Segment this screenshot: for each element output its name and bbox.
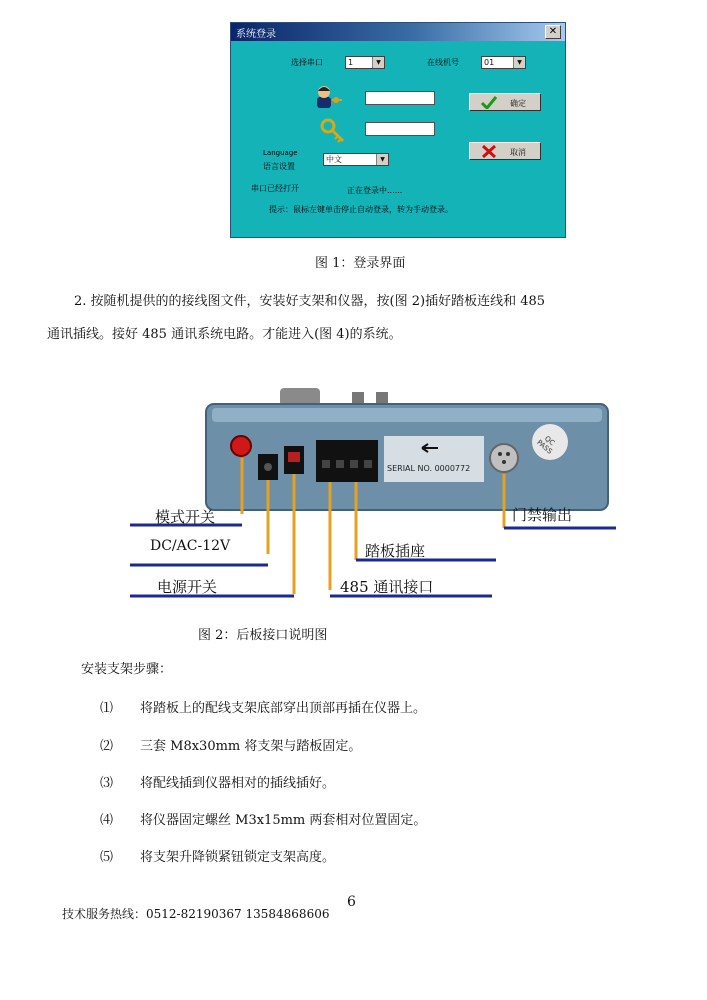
language-value: 中文 <box>326 155 342 164</box>
login-dialog-screenshot <box>230 22 566 238</box>
chevron-down-icon: ▼ <box>372 57 384 68</box>
language-select[interactable] <box>323 153 389 166</box>
serial-port-label: 选择串口 <box>291 58 323 67</box>
chevron-down-icon: ▼ <box>513 57 525 68</box>
mode-switch-button <box>231 436 251 456</box>
label-rs485: 485 通讯接口 <box>340 578 434 596</box>
key-icon <box>319 117 347 143</box>
chevron-down-icon: ▼ <box>376 154 388 165</box>
port-status-text: 串口已经打开 <box>251 184 299 193</box>
close-icon[interactable]: ✕ <box>545 25 561 39</box>
label-pedal-socket: 踏板插座 <box>365 542 426 560</box>
cancel-button[interactable] <box>469 142 541 160</box>
step-number: ⑴ <box>100 701 114 716</box>
label-dc-ac: DC/AC-12V <box>150 538 231 554</box>
confirm-label: 确定 <box>510 99 526 108</box>
paragraph-line-2: 通讯插线。接好 485 通讯系统电路。才能进入(图 4)的系统。 <box>47 327 402 342</box>
serial-label-plate <box>384 436 484 482</box>
checkmark-icon <box>480 96 498 109</box>
step-text: 将支架升降锁紧钮锁定支架高度。 <box>140 850 336 865</box>
door-output-connector <box>490 444 518 472</box>
step-number: ⑶ <box>100 776 114 791</box>
cross-icon <box>480 145 498 158</box>
paragraph-line-1: 2. 按随机提供的的接线图文件，安装好支架和仪器，按(图 2)插好踏板连线和 485 <box>74 294 546 309</box>
step-number: ⑷ <box>100 813 114 828</box>
figure1-caption: 图 1：登录界面 <box>315 256 406 271</box>
label-power-switch: 电源开关 <box>157 578 218 596</box>
user-icon <box>315 83 343 109</box>
serial-port-select[interactable] <box>345 56 385 69</box>
username-field[interactable] <box>365 91 435 105</box>
steps-heading: 安装支架步骤： <box>81 662 173 677</box>
confirm-button[interactable] <box>469 93 541 111</box>
label-door-output: 门禁输出 <box>512 506 573 524</box>
serial-port-value: 1 <box>348 58 354 67</box>
footer-hotline: 技术服务热线：0512-82190367 13584868606 <box>62 907 330 921</box>
cancel-label: 取消 <box>510 148 526 157</box>
password-field[interactable] <box>365 122 435 136</box>
machine-number-value: 01 <box>484 58 495 67</box>
login-status-text: 正在登录中...... <box>347 186 403 195</box>
language-label-cn: 语言设置 <box>263 162 295 171</box>
machine-number-select[interactable] <box>481 56 526 69</box>
step-text: 三套 M8x30mm 将支架与踏板固定。 <box>140 739 362 754</box>
dialog-title-bar <box>231 23 565 41</box>
step-text: 将仪器固定螺丝 M3x15mm 两套相对位置固定。 <box>140 813 427 828</box>
qc-pass-text: QC PASS <box>535 434 557 456</box>
step-text: 将配线插到仪器相对的插线插好。 <box>140 776 336 791</box>
hint-text: 提示：鼠标左键单击停止自动登录，转为手动登录。 <box>269 205 453 214</box>
machine-number-label: 在线机号 <box>427 58 459 67</box>
device-top-edge <box>212 408 602 422</box>
serial-number: SERIAL NO. 0000772 <box>387 464 471 473</box>
step-number: ⑵ <box>100 739 114 754</box>
page-number: 6 <box>347 894 356 910</box>
dialog-title: 系统登录 <box>236 29 276 40</box>
step-text: 将踏板上的配线支架底部穿出顶部再插在仪器上。 <box>140 701 427 716</box>
language-label-en: Language <box>263 149 298 157</box>
figure2-caption: 图 2：后板接口说明图 <box>198 628 328 643</box>
step-number: ⑸ <box>100 850 114 865</box>
label-mode-switch: 模式开关 <box>155 508 216 526</box>
